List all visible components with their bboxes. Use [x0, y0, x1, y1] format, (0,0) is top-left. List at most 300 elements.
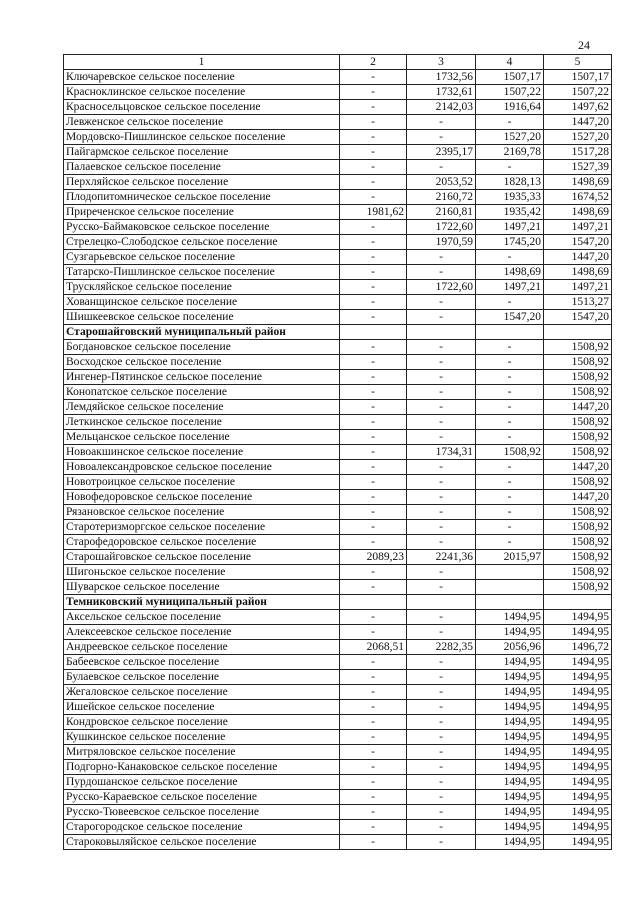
value-cell-col4: - [476, 460, 544, 475]
value-cell-col4: 1494,95 [476, 745, 544, 760]
value-cell-col5: 1497,62 [544, 100, 612, 115]
value-cell-col3: - [407, 805, 476, 820]
value-cell-col2: - [340, 565, 407, 580]
value-cell-col3: 2241,36 [407, 550, 476, 565]
value-cell-col5: 1494,95 [544, 775, 612, 790]
value-cell-col4: - [476, 115, 544, 130]
table-row [64, 745, 612, 760]
settlement-name: Приреченское сельское поселение [64, 205, 340, 220]
column-header-1: 1 [64, 55, 340, 70]
settlement-name: Булаевское сельское поселение [64, 670, 340, 685]
value-cell-col4 [476, 565, 544, 580]
table-row [64, 265, 612, 280]
value-cell-col5: 1447,20 [544, 400, 612, 415]
value-cell-col4: 1497,21 [476, 280, 544, 295]
value-cell-col3: - [407, 130, 476, 145]
settlement-name: Старошайговское сельское поселение [64, 550, 340, 565]
table-row [64, 535, 612, 550]
table-row [64, 145, 612, 160]
value-cell-col2: - [340, 715, 407, 730]
value-cell-col4: - [476, 340, 544, 355]
value-cell-col2: - [340, 475, 407, 490]
settlement-name: Ключаревское сельское поселение [64, 70, 340, 85]
value-cell-col2: - [340, 295, 407, 310]
value-cell-col3: - [407, 460, 476, 475]
column-header-2: 2 [340, 55, 407, 70]
table-row [64, 820, 612, 835]
value-cell-col2: - [340, 535, 407, 550]
settlement-name: Плодопитомническое сельское поселение [64, 190, 340, 205]
settlement-name: Красносельцовское сельское поселение [64, 100, 340, 115]
value-cell-col5: 1508,92 [544, 475, 612, 490]
value-cell-col4: - [476, 370, 544, 385]
value-cell-col3: - [407, 490, 476, 505]
value-cell-col2: - [340, 385, 407, 400]
value-cell-col2: - [340, 685, 407, 700]
value-cell-col5: 1494,95 [544, 730, 612, 745]
settlement-name: Стрелецко-Слободское сельское поселение [64, 235, 340, 250]
value-cell-col3: 2395,17 [407, 145, 476, 160]
district-heading-row [64, 595, 612, 610]
value-cell-col3: - [407, 610, 476, 625]
settlement-name: Татарско-Пишлинское сельское поселение [64, 265, 340, 280]
value-cell-col2: - [340, 760, 407, 775]
table-row [64, 805, 612, 820]
value-cell-col5: 1496,72 [544, 640, 612, 655]
value-cell-col4: - [476, 250, 544, 265]
table-row [64, 565, 612, 580]
value-cell-col3: 2142,03 [407, 100, 476, 115]
value-cell-col5: 1508,92 [544, 505, 612, 520]
value-cell-col2: - [340, 835, 407, 850]
value-cell-col3: - [407, 670, 476, 685]
table-row [64, 400, 612, 415]
value-cell-col2: - [340, 115, 407, 130]
value-cell-col5: 1447,20 [544, 250, 612, 265]
value-cell-col3: - [407, 340, 476, 355]
value-cell-col3: - [407, 760, 476, 775]
value-cell-col2: - [340, 265, 407, 280]
value-cell-col3: 1970,59 [407, 235, 476, 250]
value-cell-col3: - [407, 535, 476, 550]
settlement-name: Новофедоровское сельское поселение [64, 490, 340, 505]
value-cell-col4: 1507,22 [476, 85, 544, 100]
value-cell-col3: - [407, 730, 476, 745]
value-cell-col5: 1494,95 [544, 835, 612, 850]
value-cell-col4: - [476, 430, 544, 445]
value-cell-col5: 1494,95 [544, 745, 612, 760]
settlement-name: Пурдошанское сельское поселение [64, 775, 340, 790]
value-cell-col5: 1508,92 [544, 520, 612, 535]
value-cell-col3: 1732,61 [407, 85, 476, 100]
settlement-name: Рязановское сельское поселение [64, 505, 340, 520]
value-cell-col3: - [407, 400, 476, 415]
value-cell-col3: - [407, 655, 476, 670]
value-cell-col2: - [340, 250, 407, 265]
value-cell-col5 [544, 325, 612, 340]
value-cell-col5: 1674,52 [544, 190, 612, 205]
value-cell-col3: - [407, 310, 476, 325]
table-row [64, 385, 612, 400]
table-row [64, 640, 612, 655]
value-cell-col4: - [476, 505, 544, 520]
value-cell-col3: - [407, 775, 476, 790]
value-cell-col5: 1517,28 [544, 145, 612, 160]
table-row [64, 505, 612, 520]
value-cell-col5: 1527,39 [544, 160, 612, 175]
value-cell-col3: - [407, 415, 476, 430]
settlement-name: Староковыляйское сельское поселение [64, 835, 340, 850]
settlement-name: Лемдяйское сельское поселение [64, 400, 340, 415]
table-row [64, 730, 612, 745]
value-cell-col5: 1494,95 [544, 700, 612, 715]
value-cell-col4: - [476, 400, 544, 415]
value-cell-col2: - [340, 745, 407, 760]
table-row [64, 520, 612, 535]
settlement-name: Подгорно-Канаковское сельское поселение [64, 760, 340, 775]
settlement-name: Новотроицкое сельское поселение [64, 475, 340, 490]
settlement-name: Перхляйское сельское поселение [64, 175, 340, 190]
value-cell-col3: - [407, 625, 476, 640]
table-row [64, 190, 612, 205]
value-cell-col5: 1447,20 [544, 115, 612, 130]
value-cell-col5: 1494,95 [544, 715, 612, 730]
value-cell-col5: 1508,92 [544, 430, 612, 445]
value-cell-col5: 1494,95 [544, 655, 612, 670]
value-cell-col5: 1508,92 [544, 565, 612, 580]
value-cell-col5: 1494,95 [544, 625, 612, 640]
value-cell-col3: - [407, 250, 476, 265]
value-cell-col2: - [340, 175, 407, 190]
value-cell-col5: 1508,92 [544, 385, 612, 400]
value-cell-col4: - [476, 490, 544, 505]
value-cell-col4: - [476, 295, 544, 310]
value-cell-col3: 2160,72 [407, 190, 476, 205]
value-cell-col4: - [476, 415, 544, 430]
table-row [64, 430, 612, 445]
value-cell-col3: - [407, 835, 476, 850]
table-row [64, 100, 612, 115]
value-cell-col2: - [340, 730, 407, 745]
table-row [64, 685, 612, 700]
value-cell-col2: - [340, 400, 407, 415]
table-row [64, 175, 612, 190]
value-cell-col2: 2068,51 [340, 640, 407, 655]
value-cell-col2: - [340, 85, 407, 100]
value-cell-col2: - [340, 820, 407, 835]
value-cell-col2: - [340, 160, 407, 175]
settlement-name: Левженское сельское поселение [64, 115, 340, 130]
value-cell-col2: - [340, 775, 407, 790]
value-cell-col5: 1498,69 [544, 205, 612, 220]
page-number: 24 [578, 38, 590, 52]
table-row [64, 670, 612, 685]
value-cell-col3: 2160,81 [407, 205, 476, 220]
settlement-name: Кондровское сельское поселение [64, 715, 340, 730]
settlement-name: Аксельское сельское поселение [64, 610, 340, 625]
value-cell-col5: 1494,95 [544, 685, 612, 700]
table-row [64, 700, 612, 715]
table-row [64, 280, 612, 295]
value-cell-col5: 1508,92 [544, 535, 612, 550]
settlement-name: Леткинское сельское поселение [64, 415, 340, 430]
value-cell-col2: - [340, 670, 407, 685]
table-row [64, 250, 612, 265]
value-cell-col2: - [340, 625, 407, 640]
district-heading-row [64, 325, 612, 340]
value-cell-col2: - [340, 130, 407, 145]
settlement-name: Русско-Баймаковское сельское поселение [64, 220, 340, 235]
settlement-name: Мордовско-Пишлинское сельское поселение [64, 130, 340, 145]
settlement-name: Пайгармское сельское поселение [64, 145, 340, 160]
table-row [64, 370, 612, 385]
value-cell-col2: - [340, 445, 407, 460]
settlement-name: Богдановское сельское поселение [64, 340, 340, 355]
table-header-row [64, 55, 612, 70]
value-cell-col2: - [340, 370, 407, 385]
table-row [64, 715, 612, 730]
table-row [64, 460, 612, 475]
value-cell-col2: - [340, 655, 407, 670]
value-cell-col4: 1508,92 [476, 445, 544, 460]
value-cell-col5: 1494,95 [544, 610, 612, 625]
value-cell-col3: - [407, 430, 476, 445]
value-cell-col3: 1732,56 [407, 70, 476, 85]
value-cell-col4: 1527,20 [476, 130, 544, 145]
value-cell-col2: - [340, 580, 407, 595]
value-cell-col4: 1828,13 [476, 175, 544, 190]
value-cell-col5: 1494,95 [544, 790, 612, 805]
column-header-5: 5 [544, 55, 612, 70]
value-cell-col3: - [407, 700, 476, 715]
value-cell-col3: - [407, 820, 476, 835]
value-cell-col2: - [340, 280, 407, 295]
value-cell-col2: - [340, 340, 407, 355]
settlement-name: Конопатское сельское поселение [64, 385, 340, 400]
value-cell-col4: 1494,95 [476, 820, 544, 835]
table-row [64, 610, 612, 625]
settlement-name: Бабеевское сельское поселение [64, 655, 340, 670]
settlement-name: Жегаловское сельское поселение [64, 685, 340, 700]
table-row [64, 340, 612, 355]
value-cell-col3: 1734,31 [407, 445, 476, 460]
table-row [64, 355, 612, 370]
table-row [64, 220, 612, 235]
value-cell-col5: 1447,20 [544, 490, 612, 505]
value-cell-col2: - [340, 520, 407, 535]
value-cell-col4: 1916,64 [476, 100, 544, 115]
district-name: Темниковский муниципальный район [64, 595, 340, 610]
value-cell-col4: - [476, 385, 544, 400]
value-cell-col4: - [476, 355, 544, 370]
table-row [64, 490, 612, 505]
table-row [64, 760, 612, 775]
value-cell-col5 [544, 595, 612, 610]
value-cell-col5: 1497,21 [544, 280, 612, 295]
table-row [64, 475, 612, 490]
settlement-name: Новоалександровское сельское поселение [64, 460, 340, 475]
value-cell-col4: 1497,21 [476, 220, 544, 235]
value-cell-col3: - [407, 295, 476, 310]
value-cell-col5: 1527,20 [544, 130, 612, 145]
value-cell-col4: 1935,42 [476, 205, 544, 220]
settlement-name: Палаевское сельское поселение [64, 160, 340, 175]
table-body [64, 55, 612, 850]
value-cell-col5: 1494,95 [544, 670, 612, 685]
value-cell-col2 [340, 595, 407, 610]
value-cell-col4: 1494,95 [476, 685, 544, 700]
value-cell-col2: - [340, 415, 407, 430]
settlement-name: Трускляйское сельское поселение [64, 280, 340, 295]
value-cell-col2: - [340, 430, 407, 445]
value-cell-col2: 1981,62 [340, 205, 407, 220]
table-row [64, 835, 612, 850]
value-cell-col4: 2056,96 [476, 640, 544, 655]
value-cell-col3: - [407, 385, 476, 400]
settlement-name: Сузгарьевское сельское поселение [64, 250, 340, 265]
value-cell-col4: - [476, 160, 544, 175]
value-cell-col3: - [407, 790, 476, 805]
value-cell-col2: - [340, 505, 407, 520]
value-cell-col4: 1494,95 [476, 610, 544, 625]
value-cell-col3: 1722,60 [407, 220, 476, 235]
table-row [64, 130, 612, 145]
settlement-name: Шигоньское сельское поселение [64, 565, 340, 580]
value-cell-col5: 1497,21 [544, 220, 612, 235]
value-cell-col4 [476, 595, 544, 610]
value-cell-col2: - [340, 490, 407, 505]
value-cell-col5: 1507,22 [544, 85, 612, 100]
value-cell-col3: 2053,52 [407, 175, 476, 190]
settlement-name: Хованщинское сельское поселение [64, 295, 340, 310]
value-cell-col3: - [407, 475, 476, 490]
value-cell-col4: 1494,95 [476, 700, 544, 715]
value-cell-col2: 2089,23 [340, 550, 407, 565]
value-cell-col2: - [340, 805, 407, 820]
column-header-3: 3 [407, 55, 476, 70]
value-cell-col4: - [476, 475, 544, 490]
value-cell-col3: - [407, 565, 476, 580]
value-cell-col5: 1508,92 [544, 355, 612, 370]
value-cell-col5: 1494,95 [544, 820, 612, 835]
value-cell-col5: 1494,95 [544, 805, 612, 820]
value-cell-col4: 1935,33 [476, 190, 544, 205]
value-cell-col4: 1494,95 [476, 805, 544, 820]
value-cell-col2: - [340, 310, 407, 325]
value-cell-col2: - [340, 190, 407, 205]
value-cell-col4: 1494,95 [476, 760, 544, 775]
value-cell-col4: 1498,69 [476, 265, 544, 280]
value-cell-col4: 1494,95 [476, 775, 544, 790]
table-row [64, 415, 612, 430]
value-cell-col5: 1508,92 [544, 415, 612, 430]
table-row [64, 295, 612, 310]
settlement-name: Старотеризморгское сельское поселение [64, 520, 340, 535]
value-cell-col3: - [407, 520, 476, 535]
value-cell-col3: - [407, 355, 476, 370]
value-cell-col5: 1508,92 [544, 580, 612, 595]
value-cell-col2: - [340, 610, 407, 625]
value-cell-col5: 1508,92 [544, 550, 612, 565]
value-cell-col4 [476, 580, 544, 595]
value-cell-col5: 1498,69 [544, 265, 612, 280]
value-cell-col3: - [407, 505, 476, 520]
settlement-name: Кушкинское сельское поселение [64, 730, 340, 745]
table-row [64, 580, 612, 595]
value-cell-col4: 2169,78 [476, 145, 544, 160]
value-cell-col3: - [407, 580, 476, 595]
value-cell-col3: - [407, 370, 476, 385]
column-header-4: 4 [476, 55, 544, 70]
table-row [64, 625, 612, 640]
value-cell-col4: 1745,20 [476, 235, 544, 250]
settlement-name: Старогородское сельское поселение [64, 820, 340, 835]
tariff-table [63, 54, 612, 850]
value-cell-col3: - [407, 115, 476, 130]
district-name: Старошайговский муниципальный район [64, 325, 340, 340]
settlement-name: Мельцанское сельское поселение [64, 430, 340, 445]
table-row [64, 160, 612, 175]
value-cell-col5: 1507,17 [544, 70, 612, 85]
table-row [64, 235, 612, 250]
value-cell-col5: 1494,95 [544, 760, 612, 775]
settlement-name: Андреевское сельское поселение [64, 640, 340, 655]
value-cell-col4: 1507,17 [476, 70, 544, 85]
value-cell-col2: - [340, 145, 407, 160]
value-cell-col4: - [476, 520, 544, 535]
value-cell-col5: 1508,92 [544, 445, 612, 460]
value-cell-col3: 2282,35 [407, 640, 476, 655]
value-cell-col5: 1513,27 [544, 295, 612, 310]
value-cell-col5: 1447,20 [544, 460, 612, 475]
value-cell-col5: 1508,92 [544, 340, 612, 355]
value-cell-col2: - [340, 235, 407, 250]
settlement-name: Новоакшинское сельское поселение [64, 445, 340, 460]
table-row [64, 550, 612, 565]
value-cell-col4 [476, 325, 544, 340]
settlement-name: Шишкеевское сельское поселение [64, 310, 340, 325]
table-row [64, 790, 612, 805]
settlement-name: Красноклинское сельское поселение [64, 85, 340, 100]
settlement-name: Шуварское сельское поселение [64, 580, 340, 595]
table-row [64, 205, 612, 220]
value-cell-col4: - [476, 535, 544, 550]
settlement-name: Ингенер-Пятинское сельское поселение [64, 370, 340, 385]
value-cell-col4: 1494,95 [476, 730, 544, 745]
value-cell-col3 [407, 595, 476, 610]
settlement-name: Восходское сельское поселение [64, 355, 340, 370]
value-cell-col3: - [407, 745, 476, 760]
settlement-name: Митряловское сельское поселение [64, 745, 340, 760]
table-row [64, 445, 612, 460]
value-cell-col2: - [340, 700, 407, 715]
table-row [64, 115, 612, 130]
value-cell-col2 [340, 325, 407, 340]
table-row [64, 775, 612, 790]
value-cell-col4: 1494,95 [476, 670, 544, 685]
value-cell-col5: 1498,69 [544, 175, 612, 190]
value-cell-col3: - [407, 685, 476, 700]
settlement-name: Русско-Караевское сельское поселение [64, 790, 340, 805]
value-cell-col2: - [340, 790, 407, 805]
value-cell-col4: 1494,95 [476, 655, 544, 670]
settlement-name: Алексеевское сельское поселение [64, 625, 340, 640]
value-cell-col3: - [407, 715, 476, 730]
value-cell-col3: - [407, 160, 476, 175]
value-cell-col2: - [340, 460, 407, 475]
table-row [64, 655, 612, 670]
table-row [64, 70, 612, 85]
